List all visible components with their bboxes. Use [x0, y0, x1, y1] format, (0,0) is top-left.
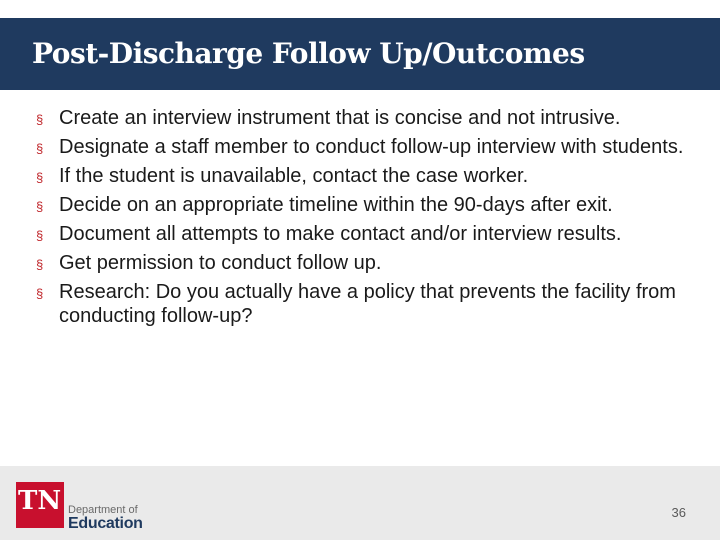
bullet-item [36, 164, 686, 188]
bullet-item [36, 135, 686, 159]
bullet-text: If the student is unavailable, contact the case worker. [59, 165, 529, 187]
bullet-item [36, 251, 686, 275]
bullet-marker-icon: § [36, 112, 44, 127]
bullet-text: Get permission to conduct follow up. [59, 252, 382, 274]
bullet-text: Research: Do you actually have a policy that prevents the facility from conducting follow-up? [59, 281, 676, 327]
bullet-marker-icon: § [36, 141, 44, 156]
bullet-item [36, 222, 686, 246]
bullet-list [36, 106, 686, 333]
page-number: 36 [671, 505, 686, 520]
bullet-text: Designate a staff member to conduct follow-up interview with students. [59, 136, 684, 158]
logo-education-text: Education [68, 515, 143, 532]
bullet-text: Create an interview instrument that is concise and not intrusive. [59, 107, 621, 129]
tn-logo-box [16, 482, 64, 528]
tn-education-logo [16, 482, 148, 532]
bullet-item [36, 193, 686, 217]
bullet-marker-icon: § [36, 257, 44, 272]
slide-title: Post-Discharge Follow Up/Outcomes [32, 37, 585, 70]
bullet-marker-icon: § [36, 228, 44, 243]
bullet-text: Document all attempts to make contact and/or interview results. [59, 223, 622, 245]
logo-department-text: Department of [68, 504, 138, 516]
logo-tn-text: TN [18, 486, 62, 516]
bullet-marker-icon: § [36, 170, 44, 185]
bullet-text: Decide on an appropriate timeline within the 90-days after exit. [59, 194, 613, 216]
bullet-marker-icon: § [36, 199, 44, 214]
bullet-item [36, 280, 686, 328]
bullet-item [36, 106, 686, 130]
bullet-marker-icon: § [36, 286, 44, 301]
